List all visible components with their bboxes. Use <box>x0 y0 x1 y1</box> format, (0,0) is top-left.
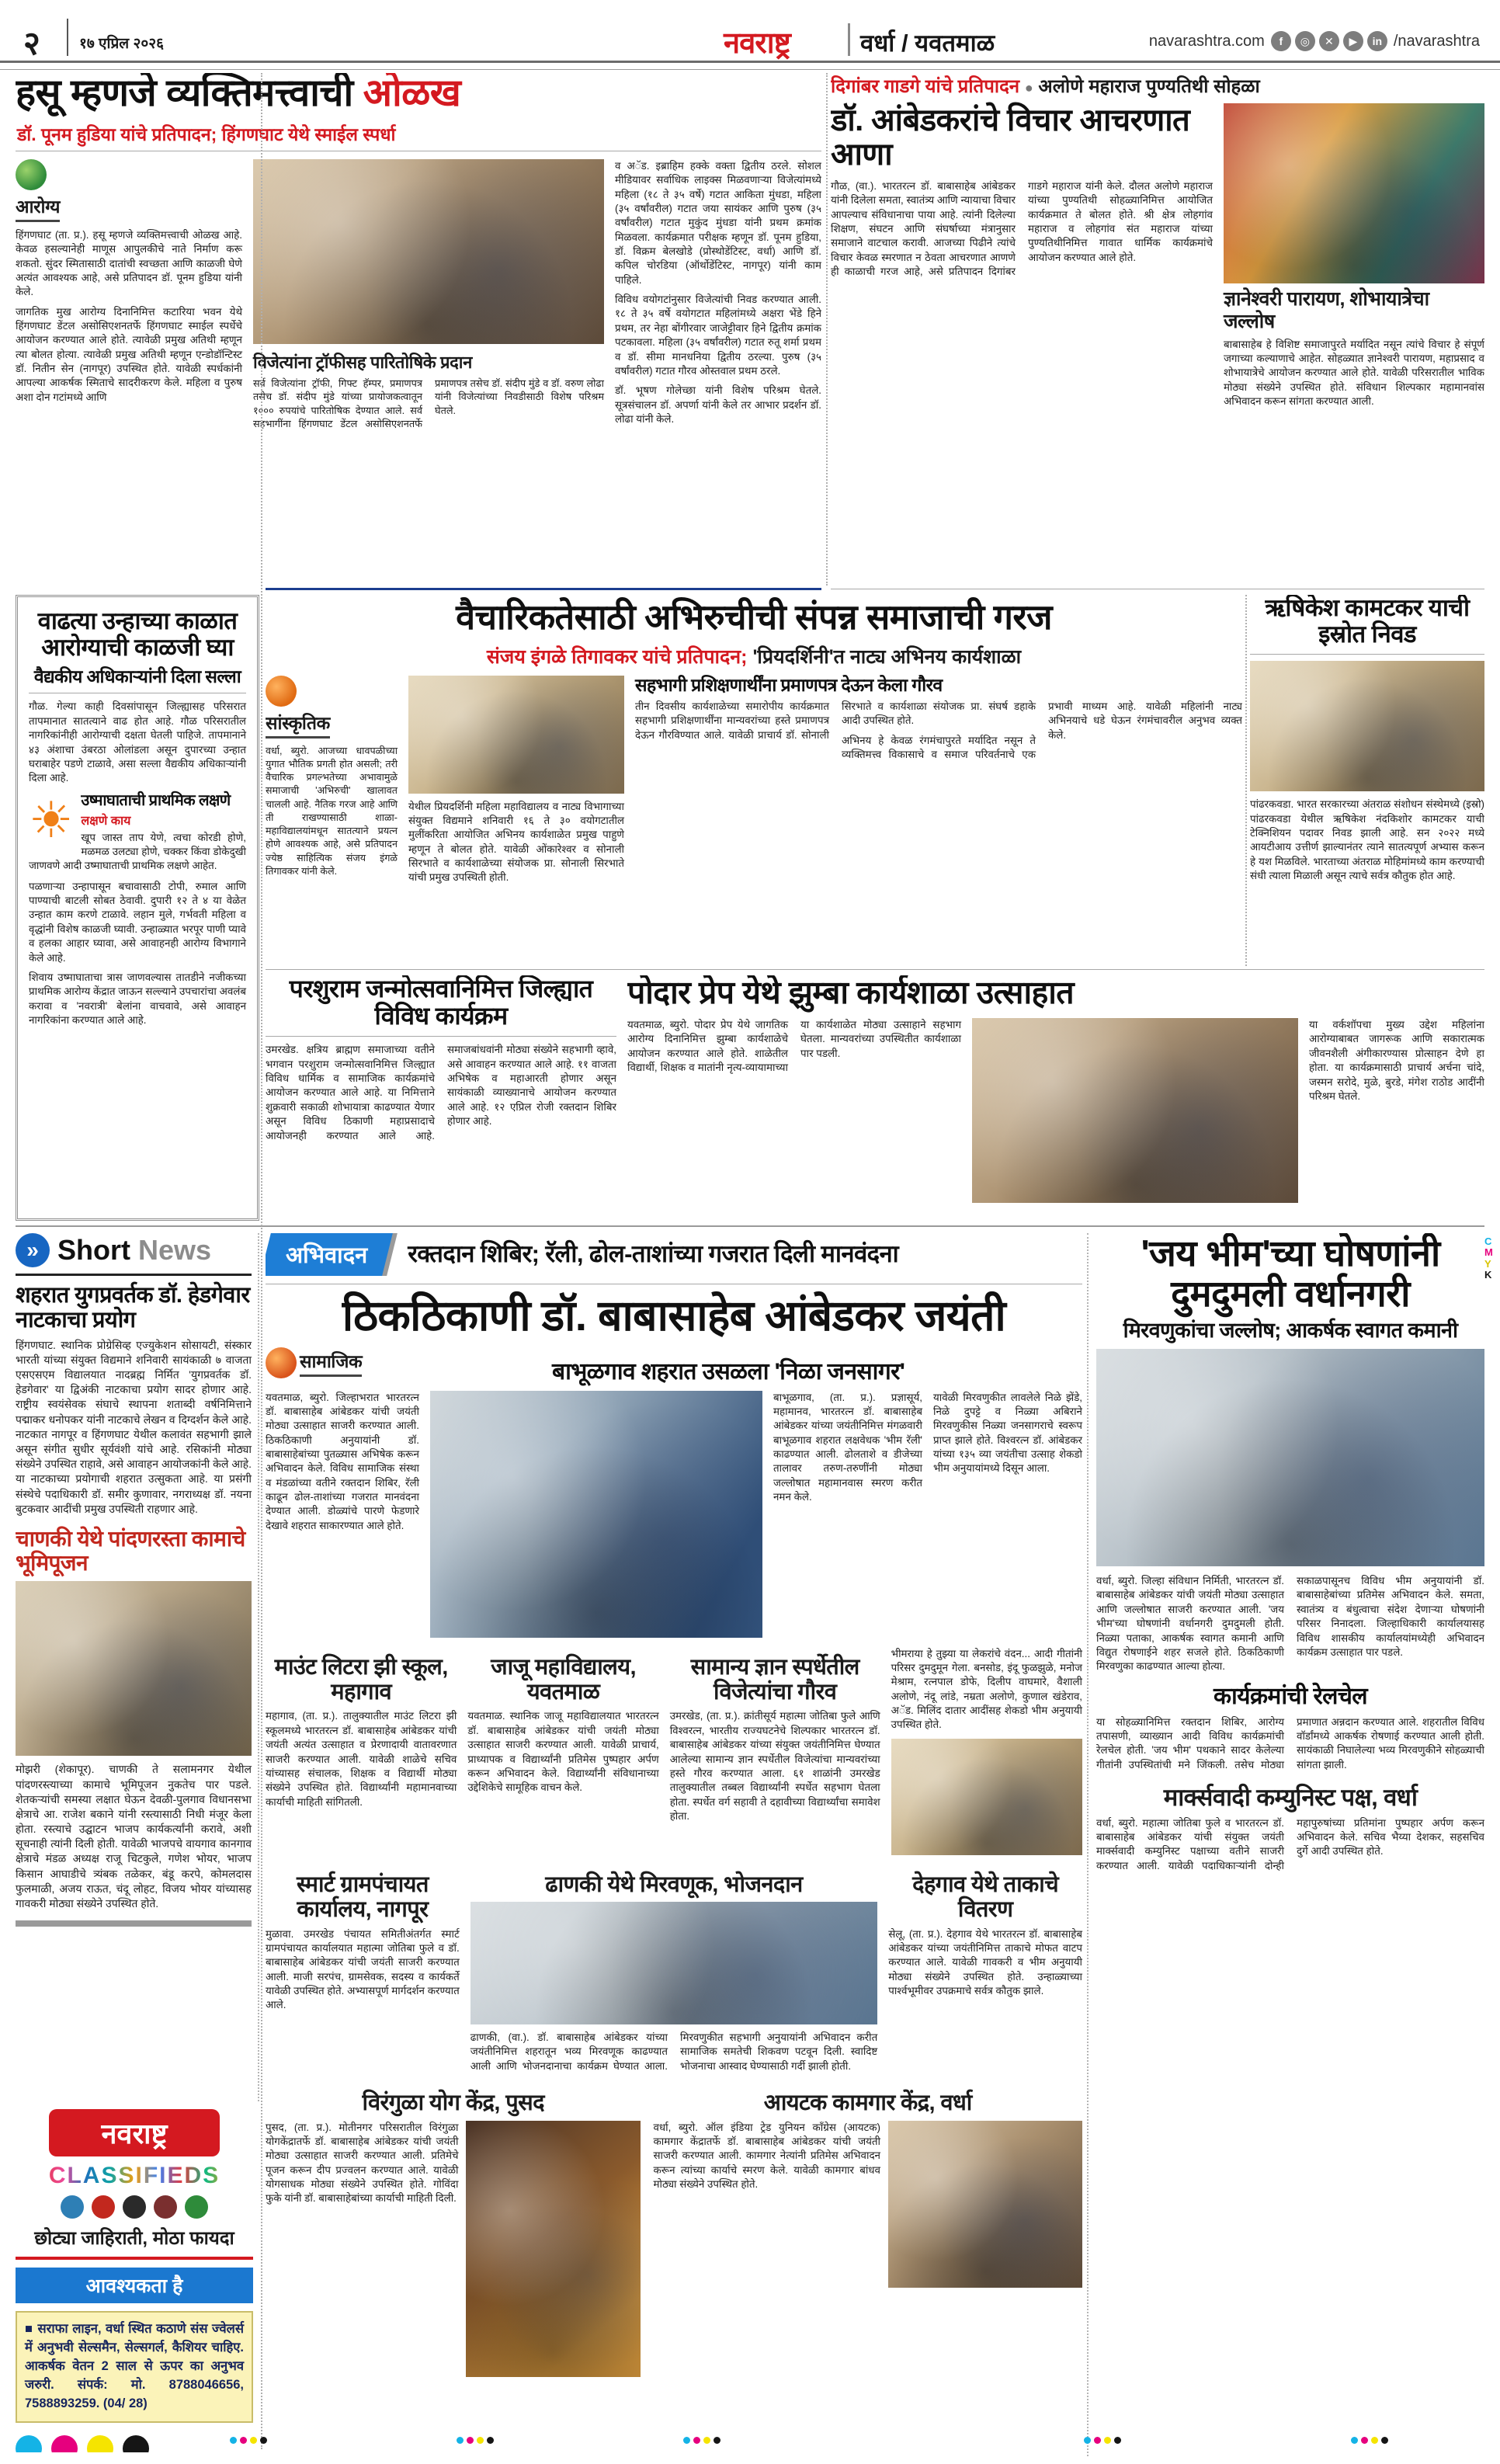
divider <box>16 1920 252 1927</box>
cmyk-c: C <box>1484 1235 1492 1247</box>
item-headline: चाणकी येथे पांदणरस्ता कामाचे भूमिपूजन <box>16 1526 245 1575</box>
sub-article-body: महागाव, (ता. प्र.). तालुक्यातील माउंट लिटरा झी स्कूलमध्ये भारतरत्न डॉ. बाबासाहेब आंबेडकर यांची जयंती अत्यंत उत्साहात व प्रेरणादायी वातावरणात साजरी करण्यात आली. यावेळी शाळेचे सचिव यांच्यासह संचालक, शिक्षक व विद्यार्थी मोठ्या संख्येने उपस्थित होते. विद्यार्थ्यांनी महामानवाच्या कार्याची माहिती सांगितली. <box>266 1710 457 1808</box>
section-label: आरोग्य <box>16 193 60 222</box>
sub-article-headline: देहगाव येथे ताकाचे वितरण <box>912 1871 1059 1923</box>
linkedin-icon: in <box>1367 31 1387 51</box>
article-body <box>615 159 821 426</box>
culture-icon <box>266 676 297 707</box>
header-rule <box>0 61 1500 70</box>
short-news-header <box>16 1233 252 1276</box>
paragraph: विविध वयोगटांनुसार विजेत्यांची निवड करण्यात आली. १८ ते ३५ वर्षे वयोगटात महिलांमध्ये अक्षरा भेंडे हिने प्रथम, तर नेहा बोंगीरवार जाजेट्टीवार हिने द्वितीय क्रमांक पटकावला. महिला (३५ वर्षांवरील) गटात रुतू शर्मा प्रथम व डॉ. सीमा मानधनिया द्वितीय ठरल्या. पुरुष (३५ वर्षांवरील) गटात गौरव ओस्तवाल प्रथम ठरले. <box>615 294 821 377</box>
article-subhead: बाभूळगाव शहरात उसळला 'निळा जनसागर' <box>551 1358 905 1385</box>
article-body: उमरखेड. क्षत्रिय ब्राह्मण समाजाच्या वतीने भगवान परशुराम जन्मोत्सवानिमित्त जिल्ह्यात विविध धार्मिक व सामाजिक कार्यक्रमांचे आयोजन करण्यात आले आहे. या निमित्ताने शुक्रवारी सकाळी शोभायात्रा काढण्यात येणार असून विविध ठिकाणी महाप्रसादाचे आयोजनही करण्यात आले आहे. समाजबांधवांनी मोठ्या संख्येने सहभागी व्हावे, असे आवाहन करण्यात आले आहे. ११ वाजता अभिषेक व महाआरती होणार असून सायंकाळी व्याख्यानाचे आयोजन करण्यात आले आहे. १२ एप्रिल रोजी रक्तदान शिबिर होणार आहे. <box>266 1044 616 1142</box>
item-body: मोझरी (शेकापूर). चाणकी ते सलामनगर येथील पांदणरस्त्याच्या कामाचे भूमिपूजन नुकतेच पार पडले. शेतकऱ्यांची समस्या लक्षात घेऊन देवळी-पुलगाव विधानसभा क्षेत्राचे आ. राजेश बकाने यांनी रस्त्यासाठी निधी मंजूर केला होता. रस्त्याचे उद्घाटन भाजप कार्यकर्त्यांनी करावे, अशी सूचनाही त्यांनी दिली होती. यावेळी भाजपचे वायगाव कानगाव क्षेत्राचे मंडळ अध्यक्ष राजू चिटकुले, गणेश भोयर, भाजप किसान आघाडीचे त्र्यंबक तळेकर, बंडू करपे, कोमलदास फुलमाळी, अजय राऊत, चंदू लोहट, विजय भोयर यांच्यासह गावकरी मोठ्या संख्येने उपस्थित होते. <box>16 1763 252 1910</box>
article-kicker: रक्तदान शिबिर; रॅली, ढोल-ताशांच्या गजरात दिली मानवंदना <box>408 1240 899 1268</box>
paragraph: शिवाय उष्माघाताचा त्रास जाणवल्यास तातडीने नजीकच्या प्राथमिक आरोग्य केंद्रात जाऊन सल्ल्याने उपचारांचा अवलंब करावा व 'नवरात्री' बेलांना वाचवावे, असे आवाहन नागरिकांना करण्यात आले आहे. <box>29 971 246 1026</box>
photo-dots <box>1084 2437 1121 2444</box>
photo-smile-contest-winners <box>253 159 604 344</box>
cmyk-dots <box>16 2435 253 2452</box>
classifieds-icons <box>16 2195 253 2219</box>
article-body <box>29 700 246 785</box>
article-body: वर्धा, ब्युरो. आजच्या धावपळीच्या युगात भौतिक प्रगती होत असली; तरी वैचारिक प्रगल्भतेच्या अभावामुळे समाजाची 'अभिरुची' खालावत चालली आहे. नैतिक गरज आहे आणि ती राखण्यासाठी शाळा-महाविद्यालयांमधून सातत्याने प्रयत्न होणे आवश्यक आहे, असे प्रतिपादन ज्येष्ठ साहित्यिक संजय इंगळे तिगावकर यांनी केले. <box>266 745 398 877</box>
social-icon <box>266 1347 297 1378</box>
paragraph: अभिनय हे केवळ रंगमंचापुरते मर्यादित नसून ते व्यक्तिमत्त्व विकासाचे व समाज परिवर्तनाचे एक प्रभावी माध्यम आहे. यावेळी महिलांनी नाट्य अभिनयाचे धडे घेऊन रंगमंचावरील अनुभव व्यक्त केले. <box>842 700 1242 760</box>
short-news-title-2: News <box>138 1234 212 1266</box>
short-news-title: Short <box>57 1234 130 1266</box>
divider <box>266 588 821 590</box>
classifieds-word: CLASSIFIEDS <box>16 2163 253 2189</box>
photo-bhim-rally-truck <box>430 1391 762 1638</box>
search-icon <box>92 2195 115 2219</box>
health-icon <box>16 159 47 190</box>
article-zumba <box>627 975 1484 1222</box>
paragraph: वर्धा, ब्युरो. जिल्हा संविधान निर्मिती, भारतरत्न डॉ. बाबासाहेब आंबेडकर यांची जयंती मोठ्या उत्साहात आणि जल्लोषात साजरी करण्यात आली. 'जय भीम'च्या घोषणांनी वर्धानगरी दुमदुमली होती. निळ्या पताका, आकर्षक स्वागत कमानी आणि विद्युत रोषणाईने शहर सजले होते. ठिकठिकाणी मिरवणुका काढण्यात आल्या होत्या. <box>1096 1575 1284 1673</box>
kicker-bullet: ● <box>1024 80 1033 96</box>
paragraph: पळणाऱ्या उन्हापासून बचावासाठी टोपी, रुमाल आणि पाण्याची बाटली सोबत ठेवावी. दुपारी १२ ते ४ या वेळेत उन्हात काम करणे टाळावे. लहान मुले, गर्भवती महिला व वृद्धांनी विशेष काळजी घ्यावी. उन्हाळ्यात भरपूर पाणी प्यावे व हलका आहार घ्यावा, असे आवाहनही आरोग्य विभागाने केले आहे. <box>29 880 246 964</box>
article-body: यवतमाळ, ब्युरो. जिल्हाभरात भारतरत्न डॉ. बाबासाहेब आंबेडकर यांची जयंती मोठ्या उत्साहात साजरी करण्यात आली. ठिकठिकाणी अनुयायांनी डॉ. बाबासाहेबांच्या पुतळ्यास अभिषेक करून अभिवादन केले. विविध सामाजिक संस्था व मंडळांच्या वतीने रक्तदान शिबिर, रॅली काढून ढोल-ताशांच्या गजरात मानवंदना देण्यात आली. डोळ्यांचे पारणे फेडणारे देखावे शहरात साकारण्यात आले होते. <box>266 1391 419 1531</box>
divider <box>1250 654 1484 655</box>
x-icon: ✕ <box>1319 31 1339 51</box>
health-plus-icon <box>185 2195 208 2219</box>
article-jayanti-zone <box>266 1233 1089 2456</box>
article-headline: 'जय भीम'च्या घोषणांनी दुमदुमली वर्धानगरी <box>1141 1233 1440 1314</box>
black-dot <box>123 2435 149 2452</box>
paragraph: तीन दिवसीय कार्यशाळेच्या समारोपीय कार्यक्रमात सहभागी प्रशिक्षणार्थींना मान्यवरांच्या हस्ते प्रमाणपत्र देऊन गौरविण्यात आले. यावेळी प्राचार्य डॉ. सोनाली सिरभाते व कार्यशाळा संयोजक प्रा. संघर्ष डहाके आदी उपस्थित होते. <box>635 700 1036 741</box>
section-label: सामाजिक <box>300 1348 362 1377</box>
article-body: पांढरकवडा. भारत सरकारच्या अंतराळ संशोधन संस्थेमध्ये (इस्रो) पांढरकवडा येथील ऋषिकेश नंदकिशोर कामटकर याची टेक्निशियन पदावर निवड झाली आहे. सन २०२२ मध्ये आयटीआय उत्तीर्ण झाल्यानंतर त्याने सातत्यपूर्ण अभ्यास करून हे यश मिळविले. भारताच्या अंतराळ मोहिमांमध्ये काम करण्याची संधी त्याला मिळाली असून त्याचे सर्वत्र कौतुक होत आहे. <box>1250 798 1484 881</box>
article-subhead: ज्ञानेश्वरी पारायण, शोभायात्रेचा जल्लोष <box>1224 288 1429 332</box>
sub-article-headline: जाजू महाविद्यालय, यवतमाळ <box>491 1654 636 1705</box>
article-body: बाभूळगाव, (ता. प्र.). प्रज्ञासूर्य, महामानव, भारतरत्न डॉ. बाबासाहेब आंबेडकर यांच्या जयंतीनिमित्त मंगळवारी बाभूळगाव शहरात लक्षवेधक 'भीम रॅली' काढण्यात आली. ढोलताशे व डीजेच्या तालावर तरुण-तरुणींनी मोठ्या जल्लोषात महामानवास स्मरण करीत नमन केले. <box>773 1391 922 1503</box>
article-headline: परशुराम जन्मोत्सवानिमित्त जिल्ह्यात विविध कार्यक्रम <box>289 975 593 1030</box>
photo-caption: सर्व विजेत्यांना ट्रॉफी, गिफ्ट हॅम्पर, प्रमाणपत्र तसेच डॉ. संदीप मुंडे यांच्या प्रायोजकत्वातून १००० रुपयांचे पारितोषिक देण्यात आले. सर्व सहभागींना हिंगणघाट डेंटल असोसिएशनतर्फे प्रमाणपत्र तसेच डॉ. संदीप मुंडे व डॉ. वरुण लोढा यांनी विजेत्यांच्या निवडीसाठी विशेष परिश्रम घेतले. <box>253 377 604 430</box>
page-number: २ <box>23 25 40 61</box>
paragraph: सकाळपासूनच विविध भीम अनुयायांनी डॉ. बाबासाहेबांच्या प्रतिमेस अभिवादन केले. समता, स्वातंत्र्य व बंधुत्वाचा संदेश देणाऱ्या घोषणांनी परिसर निनादला. जिल्हाधिकारी कार्यालयासह विविध शासकीय कार्यालयांमध्येही अभिवादन कार्यक्रम उत्साहात पार पडले. <box>1297 1575 1484 1658</box>
section-badge-cultural <box>266 676 398 739</box>
sub-article-body: सेलू, (ता. प्र.). देहगाव येथे भारतरत्न डॉ. बाबासाहेब आंबेडकर यांच्या जयंतीनिमित्त ताकाचे मोफत वाटप करण्यात आले. यावेळी गावकरी व भीम अनुयायी मोठ्या संख्येने उपस्थित होते. उन्हाळ्याच्या पार्श्वभूमीवर उपक्रमाचे सर्वत्र कौतुक झाले. <box>888 1927 1082 1997</box>
divider <box>848 23 850 56</box>
article-body <box>635 700 1242 762</box>
article-headline: पोदार प्रेप येथे झुम्बा कार्यशाळा उत्साहात <box>627 975 1075 1010</box>
article-smile-contest <box>16 73 821 586</box>
badge-label: अभिवादन <box>286 1243 368 1268</box>
web-info <box>1149 31 1480 51</box>
paragraph: गौळ. गेल्या काही दिवसांपासून जिल्ह्यासह परिसरात तापमानात सातत्याने वाढ होत आहे. गौळ परिसरातील नागरिकांनीही आरोग्याची दक्षता घेतली पाहिजे. तापमानाने ४३ अंशाचा उंबरठा ओलांडला असून दुपारच्या उन्हात घराबाहेर पडणे टाळावे, असा सल्ला वैद्यकीय अधिकाऱ्यांनी दिला आहे. <box>29 700 246 784</box>
facebook-icon: f <box>1271 31 1291 51</box>
column-separator <box>826 73 828 586</box>
article-body <box>29 880 246 1028</box>
article-headline: डॉ. आंबेडकरांचे विचार आचरणात आणा <box>831 103 1190 172</box>
article-body: बाबासाहेब हे विशिष्ट समाजापुरते मर्यादित नसून त्यांचे विचार हे संपूर्ण जगाच्या कल्याणाचे आहेत. सोहळ्यात ज्ञानेश्वरी पारायण, महाप्रसाद व शोभायात्रेचे आयोजन करण्यात आले होते. यावेळी परिसरातील भाविक मोठ्या संख्येने उपस्थित होते. संविधान शिल्पकार महामानवांस अभिवादन करून सांगता करण्यात आली. <box>1224 338 1484 407</box>
section-badge-social <box>266 1347 362 1378</box>
item-body: हिंगणघाट. स्थानिक प्रोग्रेसिव्ह एज्युकेशन सोसायटी, संस्कार भारती यांच्या संयुक्त विद्यमाने शनिवारी सायंकाळी ७ वाजता एसएसएम विद्यालयात नादब्रह्म निर्मित 'युगप्रवर्तक डॉ. हेडगेवार' या द्विअंकी नाटकाचा प्रयोग सादर होणार आहे. राष्ट्रीय स्वयंसेवक संघाचे स्थापना शताब्दी वर्षनिमित्ताने पद्माकर धनोपकर यांनी नाटकाचे लेखन व दिग्दर्शन केले आहे. नाटकात नागपूर व हिंगणघाट येथील कलावंत सहभागी झाले असून संगीत सुधीर सूर्यवंशी यांचे आहे. रसिकांनी मोठ्या संख्येने उपस्थित राहावे, असे आवाहन आयोजकांनी केले आहे. या नाटकाच्या प्रयोगाची शहरात उत्सुकता आहे. या प्रसंगी संस्थेचे पदाधिकारी डॉ. समीर कुणावार, नगराध्यक्ष डॉ. नयना बुटकवार आदींची प्रमुख उपस्थिती राहणार आहे. <box>16 1338 252 1515</box>
symptom-box-subtitle: लक्षणे काय <box>81 814 131 828</box>
edition-title: वर्धा / यवतमाळ <box>860 30 995 57</box>
divider <box>16 1225 1484 1227</box>
sub-article-body: पुसद, (ता. प्र.). मोतीनगर परिसरातील विरंगुळा योगकेंद्रातर्फे डॉ. बाबासाहेब आंबेडकर यांची जयंती मोठ्या उत्साहात साजरी करण्यात आली. प्रतिमेचे पूजन करून दीप प्रज्वलन करण्यात आले. यावेळी योगसाधक मोठ्या संख्येने उपस्थित होते. गोविंदा फुके यांनी डॉ. बाबासाहेबांच्या कार्याची माहिती दिली. <box>266 2121 459 2205</box>
sub-article-body: ढाणकी, (वा.). डॉ. बाबासाहेब आंबेडकर यांच्या जयंतीनिमित्त शहरातून भव्य मिरवणूक काढण्यात आली आणि भोजनदानाचा कार्यक्रम घेण्यात आला. मिरवणुकीत सहभागी अनुयायांनी अभिवादन करीत सामाजिक समतेची शिकवण पटवून दिली. स्वादिष्ट भोजनाचा आस्वाद घेण्यासाठी गर्दी झाली होती. <box>470 2031 878 2072</box>
headline-part: हसू म्हणजे व्यक्तिमत्त्वाची <box>16 73 363 114</box>
article-isro-selection <box>1250 595 1484 966</box>
classified-ad: ■ सराफा लाइन, वर्धा स्थित कठाणे संस ज्वेलर्स में अनुभवी सेल्समैन, सेल्सगर्ल, कैशियर चाहिए. आकर्षक वेतन 2 साल से ऊपर का अनुभव जरुरी. संपर्क: मो. 8788046656, 7588893259. (04/ 28) <box>16 2311 253 2423</box>
yellow-dot <box>87 2435 113 2452</box>
photo-isro-felicitation <box>1250 661 1484 791</box>
article-body: यवतमाळ, ब्युरो. पोदार प्रेप येथे जागतिक आरोग्य दिनानिमित्त झुम्बा कार्यशाळेचे आयोजन करण्यात आले होते. शाळेतील विद्यार्थी, शिक्षक व मातांनी नृत्य-व्यायामाच्या या कार्यशाळेत मोठ्या उत्साहाने सहभाग घेतला. मान्यवरांच्या उपस्थितीत कार्यशाळा पार पडली. <box>627 1019 961 1074</box>
instagram-icon: ◎ <box>1295 31 1315 51</box>
paragraph: हिंगणघाट (ता. प्र.). हसू म्हणजे व्यक्तिमत्त्वाची ओळख आहे. केवळ हसल्यानेही माणूस आपुलकीचे नाते निर्माण करू शकतो. सुंदर स्मितासाठी दातांची स्वच्छता आणि काळजी घेणे अत्यंत आवश्यक आहे, असे प्रतिपादन डॉ. पूनम हुडिया यांनी केले. <box>16 228 242 298</box>
article-subhead: वैद्यकीय अधिकाऱ्यांनी दिला सल्ला <box>33 666 241 687</box>
sub-article-headline: स्मार्ट ग्रामपंचायत कार्यालय, नागपूर <box>296 1871 429 1923</box>
symptom-box-body: खूप जास्त ताप येणे, त्वचा कोरडी होणे, मळमळ उलट्या होणे, चक्कर किंवा डोकेदुखी जाणवणे आदी उष्माघाताची प्राथमिक लक्षणे आहेत. <box>29 831 246 872</box>
article-body: यावेळी मिरवणुकीत लावलेले निळे झेंडे, निळे दुपट्टे व निळ्या अबिराने मिरवणुकीस निळ्या जनसागराचे स्वरूप प्राप्त झाले होते. विश्वरत्न डॉ. आंबेडकर यांच्या १३५ व्या जयंतीचा उत्साह शेकडो भीम अनुयायांमध्ये दिसून आला. <box>933 1391 1082 1475</box>
sub-article-body: उमरखेड, (ता. प्र.). क्रांतीसूर्य महात्मा जोतिबा फुले आणि विश्वरत्न, भारतीय राज्यघटनेचे शिल्पकार भारतरत्न डॉ. बाबासाहेब आंबेडकर यांच्या संयुक्त जयंतीनिमित्त घेण्यात आलेल्या सामान्य ज्ञान स्पर्धेतील विजेत्यांचा मान्यवरांच्या हस्ते गौरव करण्यात आला. ६१ शाळांनी उमरखेड तालुक्यातील तब्बल विद्यार्थ्यांनी स्पर्धेत सहभाग घेतला होता. स्पर्धेत वर्ग सहावी ते दहावीच्या विद्यार्थ्यांचा समावेश होता. <box>669 1710 880 1822</box>
article-kicker: डॉ. पूनम हुडिया यांचे प्रतिपादन; हिंगणघाट येथे स्माईल स्पर्धा <box>17 123 396 144</box>
short-news-item <box>16 1527 252 1911</box>
article-body: भीमराया हे तुझ्या या लेकरांचे वंदन... आदी गीतांनी परिसर दुमदुमून गेला. बनसोड, इंदू फुळझुळे, मनोज मेश्राम, रत्नपाल डोफे, दिलीप वाघमारे, वैशाली अलोणे, नंदू लांडे, नम्रता अलोणे, कुणाल खंडेराव, अॅड. मिलिंद दातार आदींसह शेकडो भीम अनुयायी उपस्थित होते. <box>891 1647 1082 1731</box>
symptom-box-title: उष्माघाताची प्राथमिक लक्षणे <box>81 791 231 809</box>
article-headline: वैचारिकतेसाठी अभिरुचीची संपन्न समाजाची गरज <box>456 597 1052 637</box>
classifieds-category-bar: आवश्यकता है <box>16 2268 253 2303</box>
sub-article-headline: मार्क्सवादी कम्युनिस्ट पक्ष, वर्धा <box>1163 1784 1418 1812</box>
paragraph: व अॅड. इब्राहिम हक्के वक्ता द्वितीय ठरले. सोशल मीडियावर सर्वाधिक लाइक्स मिळवणाऱ्या विजेत्यांमध्ये महिला (१८ ते ३५ वर्षे) गटात आकिता मुंधडा, महिला (३५ वर्षांवरील) गटात जया सायंकर आणि पुरुष (३५ वर्षांवरील) गटात मुकुंद मुंधडा यांनी प्रथम क्रमांक मिळवला. कार्यक्रमात परीक्षक म्हणून डॉ. पूनम हुडिया, डॉ. विक्रम बेलखोडे (प्रोस्थोडेंटिस्ट, वर्धा) आणि डॉ. कपिल चोरडिया (ऑर्थोडेंटिस्ट, नागपूर) यांनी काम पाहिले. <box>615 159 821 286</box>
sub-article-headline: सामान्य ज्ञान स्पर्धेतील विजेत्यांचा गौरव <box>690 1654 859 1705</box>
sub-article-body: वर्धा, ब्युरो. ऑल इंडिया ट्रेड युनियन काँग्रेस (आयटक) कामगार केंद्रातर्फे डॉ. बाबासाहेब आंबेडकर यांची जयंती साजरी करण्यात आली. कामगार नेत्यांनी प्रतिमेस अभिवादन करून त्यांच्या कार्याचे स्मरण केले. यावेळी कामगार बांधव मोठ्या संख्येने उपस्थित होते. <box>653 2121 880 2191</box>
paragraph: डॉ. भूषण गोलेच्छा यांनी विशेष परिश्रम घेतले. सूत्रसंचालन डॉ. अपर्णा यांनी केले तर आभार प्रदर्शन डॉ. लोढा यांनी केले. <box>615 384 821 425</box>
column-separator <box>1245 595 1247 966</box>
section-badge-health <box>16 159 242 222</box>
sub-article-headline: विरंगुळा योग केंद्र, पुसद <box>362 2090 544 2116</box>
article-kicker <box>831 73 1484 99</box>
page-date: १७ एप्रिल २०२६ <box>79 36 164 52</box>
photo-dots <box>683 2437 720 2444</box>
cmyk-m: M <box>1484 1246 1493 1259</box>
article-headline: ऋषिकेश कामटकर याची इस्रोत निवड <box>1265 595 1470 648</box>
article-body: गौळ, (वा.). भारतरत्न डॉ. बाबासाहेब आंबेडकर यांनी दिलेला समता, स्वातंत्र्य आणि न्यायाचा विचार आपल्याच संविधानाचा पाया आहे. त्यांनी दिलेल्या शिक्षण, संघटन आणि संघर्षाच्या मंत्रानुसार समाजाने वाटचाल करावी. आजच्या पिढीने त्यांचे विचार केवळ स्मरणात न ठेवता आचरणात आणणे ही काळाची गरज आहे, असे प्रतिपादन दिगांबर गाडगे महाराज यांनी केले. दौलत अलोणे महाराज यांच्या पुण्यतिथी सोहळ्यानिमित्त आयोजित कार्यक्रमात ते बोलत होते. श्री क्षेत्र लोहगांव महाराज व लोहगांव संत महाराज यांच्या पुण्यतिथीनिमित्त गावात धार्मिक कार्यक्रमांचे आयोजन करण्यात आले होते. <box>831 180 1213 278</box>
sub-article-body: वर्धा, ब्युरो. महात्मा जोतिबा फुले व भारतरत्न डॉ. बाबासाहेब आंबेडकर यांची संयुक्त जयंती मार्क्सवादी कम्युनिस्ट पक्षाच्या वतीने साजरी करण्यात आली. यावेळी पदाधिकाऱ्यांनी दोन्ही महापुरुषांच्या प्रतिमांना पुष्पहार अर्पण करून अभिवादन केले. सचिव भैय्या देशकर, सहसचिव दुर्गे आदी उपस्थित होते. <box>1096 1816 1484 1871</box>
photo-gk-winners <box>891 1739 1082 1855</box>
article-body: या वर्कशॉपचा मुख्य उद्देश महिलांना आरोग्याबाबत जागरूक आणि सकारात्मक जीवनशैली अंगीकारण्यास प्रोत्साहन देणे हा होता. या कार्यक्रमासाठी प्राचार्य अर्चना चांदे, जस्मन सरोदे, मुळे, बुरडे, मंगेश राठोड आदींनी परिश्रम घेतले. <box>1309 1019 1484 1102</box>
cmyk-k: K <box>1484 1268 1492 1281</box>
social-handle: /navarashtra <box>1393 32 1480 50</box>
photo-wardha-procession <box>1096 1349 1484 1566</box>
article-jay-bhim <box>1096 1233 1484 2456</box>
kicker-red: दिगांबर गाडगे यांचे प्रतिपादन <box>831 76 1020 97</box>
article-headline <box>16 73 821 115</box>
home-icon <box>61 2195 84 2219</box>
youtube-icon: ▶ <box>1343 31 1363 51</box>
article-abhiruchi <box>266 595 1242 966</box>
article-inner-subhead: सहभागी प्रशिक्षणार्थींना प्रमाणपत्र देऊन केला गौरव <box>635 674 943 695</box>
sub-article-body: यवतमाळ. स्थानिक जाजू महाविद्यालयात भारतरत्न डॉ. बाबासाहेब आंबेडकर यांची जयंती मोठ्या उत्साहात साजरी करण्यात आली. यावेळी प्राचार्य, प्राध्यापक व विद्यार्थ्यांनी प्रतिमेस पुष्पहार अर्पण करून अभिवादन केले. विद्यार्थ्यांनी संविधानाच्या उद्देशिकेचे सामूहिक वाचन केले. <box>467 1710 659 1794</box>
paragraph: जागतिक मुख आरोग्य दिनानिमित्त कटारिया भवन येथे हिंगणघाट डेंटल असोसिएशनतर्फे हिंगणघाट स्माईल स्पर्धेचे आयोजन करण्यात आले होते. त्यावेळी प्रमुख अतिथी म्हणून त्या बोलत होत्या. त्यावेळी प्रमुख अतिथी म्हणून एन्डोडॉन्टिस्ट डॉ. नितीन सेन (नागपूर) उपस्थित होते. यावेळी स्पर्धकांनी आपल्या आकर्षक स्मिताचे सादरीकरण केले. महिला व पुरुष अशा दोन गटांमध्ये आणि <box>16 305 242 403</box>
divider <box>67 19 68 56</box>
article-headline: वाढत्या उन्हाच्या काळात आरोग्याची काळजी घ्या <box>37 607 238 662</box>
article-subhead: मिरवणुकांचा जल्लोष; आकर्षक स्वागत कमानी <box>1123 1319 1458 1343</box>
photo-dots <box>1351 2437 1388 2444</box>
photo-aituc-event <box>888 2121 1082 2288</box>
article-body <box>16 228 242 405</box>
photo-yoga-kendra <box>466 2121 641 2377</box>
photo-dots <box>230 2437 267 2444</box>
short-news-item <box>16 1284 252 1517</box>
tribute-badge <box>266 1233 393 1276</box>
article-body: येथील प्रियदर्शिनी महिला महाविद्यालय व नाट्य विभागाच्या संयुक्त विद्यमाने शनिवारी १६ ते ३० वयोगटातील मुलींकरिता आयोजित अभिनय कार्यशाळेत प्रमुख पाहुणे म्हणून ते बोलत होते. यावेळी ओंकारेश्वर व सोनाली सिरभाते व कार्यशाळेच्या संयोजक प्रा. सोनाली सिरभाते यांची प्रमुख उपस्थिती होती. <box>408 800 624 884</box>
column-separator <box>261 73 262 2449</box>
arrow-icon: » <box>16 1233 50 1267</box>
article-inner-subhead: कार्यक्रमांची रेलचेल <box>1213 1683 1368 1709</box>
photo-dhanki-procession <box>470 1902 877 2024</box>
kicker-red: संजय इंगळे तिगावकर यांचे प्रतिपादन; <box>486 645 748 668</box>
article-heat-advisory <box>16 595 259 1221</box>
photo-caption-title: विजेत्यांना ट्रॉफीसह पारितोषिके प्रदान <box>253 352 472 372</box>
cmyk-edge-mark <box>1484 1236 1493 1281</box>
photo-punyatithi-gathering <box>1224 103 1484 283</box>
photo-zumba-workshop <box>972 1018 1298 1203</box>
article-body <box>1096 1574 1484 1674</box>
article-parshuram <box>266 975 616 1222</box>
wheel-icon <box>154 2195 177 2219</box>
masthead <box>0 0 1500 67</box>
cmyk-y: Y <box>1484 1257 1491 1270</box>
article-kicker <box>266 643 1242 669</box>
headline-accent: ओळख <box>363 73 461 114</box>
item-headline: शहरात युगप्रवर्तक डॉ. हेडगेवार नाटकाचा प्रयोग <box>16 1283 250 1333</box>
article-headline: ठिकठिकाणी डॉ. बाबासाहेब आंबेडकर जयंती <box>342 1291 1006 1340</box>
divider <box>266 1036 616 1037</box>
sub-article-body: मुळावा. उमरखेड पंचायत समितीअंतर्गत स्मार्ट ग्रामपंचायत कार्यालयात महात्मा जोतिबा फुले व डॉ. बाबासाहेब आंबेडकर यांची जयंती साजरी करण्यात आली. माजी सरपंच, ग्रामसेवक, सदस्य व कार्यकर्ते यावेळी उपस्थित होते. अभ्यासपूर्ण मार्गदर्शन करण्यात आले. <box>266 1927 460 2011</box>
cyan-dot <box>16 2435 42 2452</box>
photo-dots <box>457 2437 494 2444</box>
kicker-black: 'प्रियदर्शिनी'त नाट्य अभिनय कार्यशाळा <box>747 645 1022 668</box>
sub-article-headline: माउंट लिटरा झी स्कूल, महागाव <box>274 1654 448 1705</box>
education-icon <box>123 2195 146 2219</box>
website-url: navarashtra.com <box>1148 32 1265 50</box>
social-icons <box>1271 31 1387 51</box>
sub-article-headline: ढाणकी येथे मिरवणूक, भोजनदान <box>545 1871 803 1897</box>
sun-icon: ☀ <box>29 791 74 848</box>
photo-certificate-award <box>408 676 624 794</box>
article-body: या सोहळ्यानिमित्त रक्तदान शिबिर, आरोग्य तपासणी, व्याख्यान आदी विविध कार्यक्रमांची रेलचेल होती. 'जय भीम' पथकाने सादर केलेल्या गीतांनी उपस्थितांची मने जिंकली. तसेच मोठ्या प्रमाणात अन्नदान करण्यात आले. शहरातील विविध वॉर्डांमध्ये आकर्षक रोषणाई करण्यात आली होती. सायंकाळी निघालेल्या भव्य मिरवणुकीने सोहळ्याची सांगता झाली. <box>1096 1715 1484 1771</box>
photo-bhumipujan <box>16 1581 252 1756</box>
short-news-column <box>16 1233 259 2101</box>
classifieds-block <box>16 2109 253 2452</box>
classifieds-brand: नवराष्ट्र <box>49 2109 220 2156</box>
article-ambedkar-vichar <box>831 73 1484 586</box>
section-label: सांस्कृतिक <box>266 710 330 739</box>
divider <box>266 969 1484 970</box>
brand-logo: नवराष्ट्र <box>724 27 790 60</box>
classifieds-tagline: छोट्या जाहिराती, मोठा फायदा <box>16 2225 253 2260</box>
kicker-black: अलोणे महाराज पुण्यतिथी सोहळा <box>1038 76 1260 97</box>
sub-article-headline: आयटक कामगार केंद्र, वर्धा <box>763 2090 972 2116</box>
magenta-dot <box>51 2435 78 2452</box>
